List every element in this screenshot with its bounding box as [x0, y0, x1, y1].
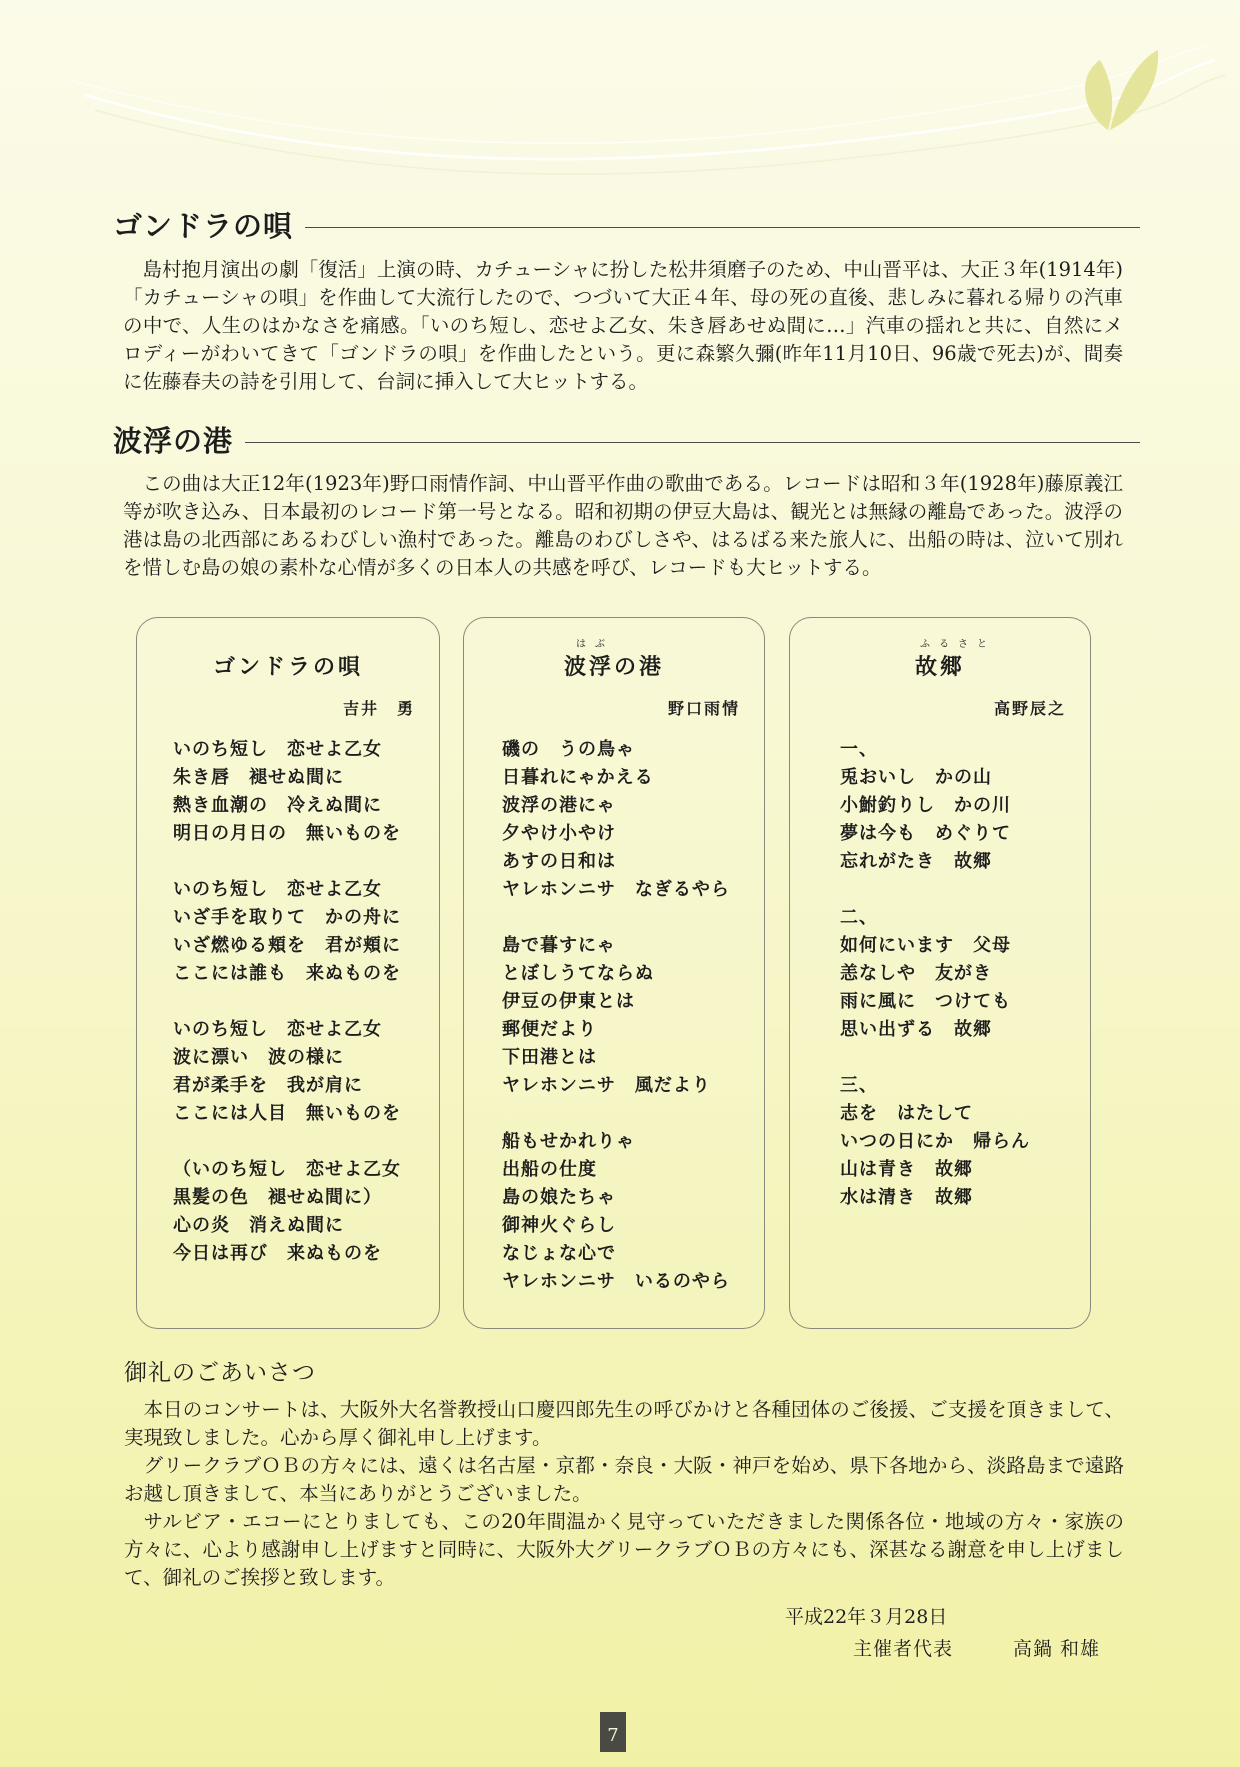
- lyric-line: 水は清き 故郷: [840, 1187, 973, 1208]
- song-title: 故郷: [914, 654, 965, 680]
- lyric-gap: [502, 1100, 730, 1128]
- lyric-line: ヤレホンニサ 風だより: [502, 1075, 711, 1096]
- lyric-gap: [173, 988, 401, 1016]
- song-author: 高野辰之: [993, 699, 1066, 718]
- song-lyrics: [502, 736, 730, 1296]
- lyric-line: あすの日和は: [502, 851, 616, 872]
- lyric-gap: [173, 848, 401, 876]
- page-number: 7: [600, 1712, 626, 1752]
- song-title: ゴンドラの唄: [212, 654, 363, 680]
- lyric-line: なじょな心で: [502, 1243, 616, 1264]
- lyric-line: 思い出ずる 故郷: [840, 1019, 992, 1040]
- lyric-line: とぼしうてならぬ: [502, 963, 654, 984]
- lyric-line: 朱き唇 褪せぬ間に: [173, 767, 344, 788]
- lyric-line: 心の炎 消えぬ間に: [173, 1215, 344, 1236]
- lyric-line: 二、: [840, 907, 878, 928]
- section-title-text: ゴンドラの唄: [113, 208, 294, 243]
- lyric-line: 雨に風に つけても: [840, 991, 1011, 1012]
- lyric-line: いのち短し 恋せよ乙女: [173, 879, 382, 900]
- song-lyrics: [173, 736, 401, 1268]
- lyric-line: 日暮れにゃかえる: [502, 767, 654, 788]
- lyric-line: 出船の仕度: [502, 1159, 597, 1180]
- thanks-date: 平成22年３月28日: [785, 1606, 948, 1628]
- thanks-paragraph: 本日のコンサートは、大阪外大名誉教授山口慶四郎先生の呼びかけと各種団体のご後援、ご支援を頂きまして、実現致しました。心から厚く御礼申し上げます。: [124, 1398, 1124, 1449]
- lyric-line: （いのち短し 恋せよ乙女: [173, 1159, 401, 1180]
- lyric-line: 君が柔手を 我が肩に: [173, 1075, 363, 1096]
- lyric-line: 夕やけ小やけ: [502, 823, 616, 844]
- section-body-habu: この曲は大正12年(1923年)野口雨情作詞、中山晋平作曲の歌曲である。レコードは昭和３年(1928年)藤原義江等が吹き込み、日本最初のレコード第一号となる。昭和初期の伊豆大島は、観光とは無縁の離島であった。波浮の港は島の北西部にあるわびしい漁村であった。離島のわびしさや、はるばる来た旅人に、出船の時は、泣いて別れを惜しむ島の娘の素朴な心情が多くの日本人の共感を呼び、レコードも大ヒットする。: [123, 472, 1123, 579]
- lyric-line: 山は青き 故郷: [840, 1159, 973, 1180]
- section-title-habu: [113, 419, 1140, 459]
- lyric-line: ヤレホンニサ いるのやら: [502, 1271, 730, 1292]
- lyric-line: いのち短し 恋せよ乙女: [173, 1019, 382, 1040]
- lyric-line: ヤレホンニサ なぎるやら: [502, 879, 730, 900]
- lyric-line: いざ燃ゆる頬を 君が頬に: [173, 935, 401, 956]
- lyric-line: 郵便だより: [502, 1019, 597, 1040]
- section-title-gondola: [113, 204, 1140, 244]
- thanks-signature: 主催者代表 高鍋 和雄: [853, 1638, 1101, 1660]
- lyric-line: 伊豆の伊東とは: [502, 991, 635, 1012]
- lyric-line: 一、: [840, 739, 878, 760]
- lyric-line: 黒髪の色 褪せぬ間に）: [173, 1187, 382, 1208]
- lyrics-box-furusato: [789, 617, 1091, 1329]
- lyrics-box-gondola: [136, 617, 440, 1329]
- title-rule: [245, 442, 1140, 443]
- lyric-line: 御神火ぐらし: [502, 1215, 616, 1236]
- song-title: 波浮の港: [563, 654, 664, 680]
- lyric-line: 島で暮すにゃ: [502, 935, 616, 956]
- lyric-line: 忘れがたき 故郷: [840, 851, 992, 872]
- lyric-line: いざ手を取りて かの舟に: [173, 907, 401, 928]
- song-title-ruby: ふるさと: [920, 639, 996, 650]
- lyric-gap: [173, 1128, 401, 1156]
- lyric-line: 下田港とは: [502, 1047, 597, 1068]
- thanks-title: 御礼のごあいさつ: [124, 1360, 316, 1386]
- lyric-gap: [502, 904, 730, 932]
- lyric-line: 夢は今も めぐりて: [840, 823, 1011, 844]
- song-title-ruby: はぶ: [576, 639, 614, 650]
- lyric-line: 波浮の港にゃ: [502, 795, 616, 816]
- song-author: 吉井 勇: [342, 699, 415, 718]
- title-rule: [305, 227, 1140, 228]
- lyric-line: 波に漂い 波の様に: [173, 1047, 344, 1068]
- lyric-line: ここには人目 無いものを: [173, 1103, 401, 1124]
- song-author: 野口雨情: [667, 699, 740, 718]
- lyric-line: 三、: [840, 1075, 878, 1096]
- thanks-paragraph: グリークラブＯＢの方々には、遠くは名古屋・京都・奈良・大阪・神戸を始め、県下各地から、淡路島まで遠路お越し頂きまして、本当にありがとうございました。: [124, 1454, 1124, 1505]
- section-title-text: 波浮の港: [113, 423, 234, 458]
- lyric-line: 如何にいます 父母: [840, 935, 1011, 956]
- lyric-line: 恙なしや 友がき: [840, 963, 992, 984]
- lyric-line: ここには誰も 来ぬものを: [173, 963, 401, 984]
- lyric-line: 今日は再び 来ぬものを: [173, 1243, 382, 1264]
- lyric-line: いのち短し 恋せよ乙女: [173, 739, 382, 760]
- lyric-line: 志を はたして: [840, 1103, 973, 1124]
- lyric-line: 熱き血潮の 冷えぬ間に: [173, 795, 382, 816]
- lyric-line: 船もせかれりゃ: [502, 1131, 635, 1152]
- section-body-gondola: 島村抱月演出の劇「復活」上演の時、カチューシャに扮した松井須磨子のため、中山晋平は、大正３年(1914年)「カチューシャの唄」を作曲して大流行したので、つづいて大正４年、母の死の直後、悲しみに暮れる帰りの汽車の中で、人生のはかなさを痛感。「いのち短し、恋せよ乙女、朱き唇あせぬ間に…」汽車の揺れと共に、自然にメロディーがわいてきて「ゴンドラの唄」を作曲したという。更に森繁久彌(昨年11月10日、96歳で死去)が、間奏に佐藤春夫の詩を引用して、台詞に挿入して大ヒットする。: [123, 258, 1123, 393]
- lyric-line: いつの日にか 帰らん: [840, 1131, 1030, 1152]
- thanks-paragraph: サルビア・エコーにとりましても、この20年間温かく見守っていただきました関係各位・地域の方々・家族の方々に、心より感謝申し上げますと同時に、大阪外大グリークラブＯＢの方々にも、深甚なる謝意を申し上げまして、御礼のご挨拶と致します。: [124, 1510, 1124, 1589]
- lyric-line: 明日の月日の 無いものを: [173, 823, 401, 844]
- lyric-line: 島の娘たちゃ: [502, 1187, 616, 1208]
- lyric-gap: [840, 1044, 1030, 1072]
- lyric-line: 小鮒釣りし かの川: [840, 795, 1011, 816]
- butterfly-icon: [0, 0, 1240, 200]
- lyric-line: 磯の うの鳥ゃ: [502, 739, 635, 760]
- lyric-line: 兎おいし かの山: [840, 767, 992, 788]
- lyrics-box-habu: [463, 617, 765, 1329]
- song-lyrics: [840, 736, 1030, 1212]
- lyric-gap: [840, 876, 1030, 904]
